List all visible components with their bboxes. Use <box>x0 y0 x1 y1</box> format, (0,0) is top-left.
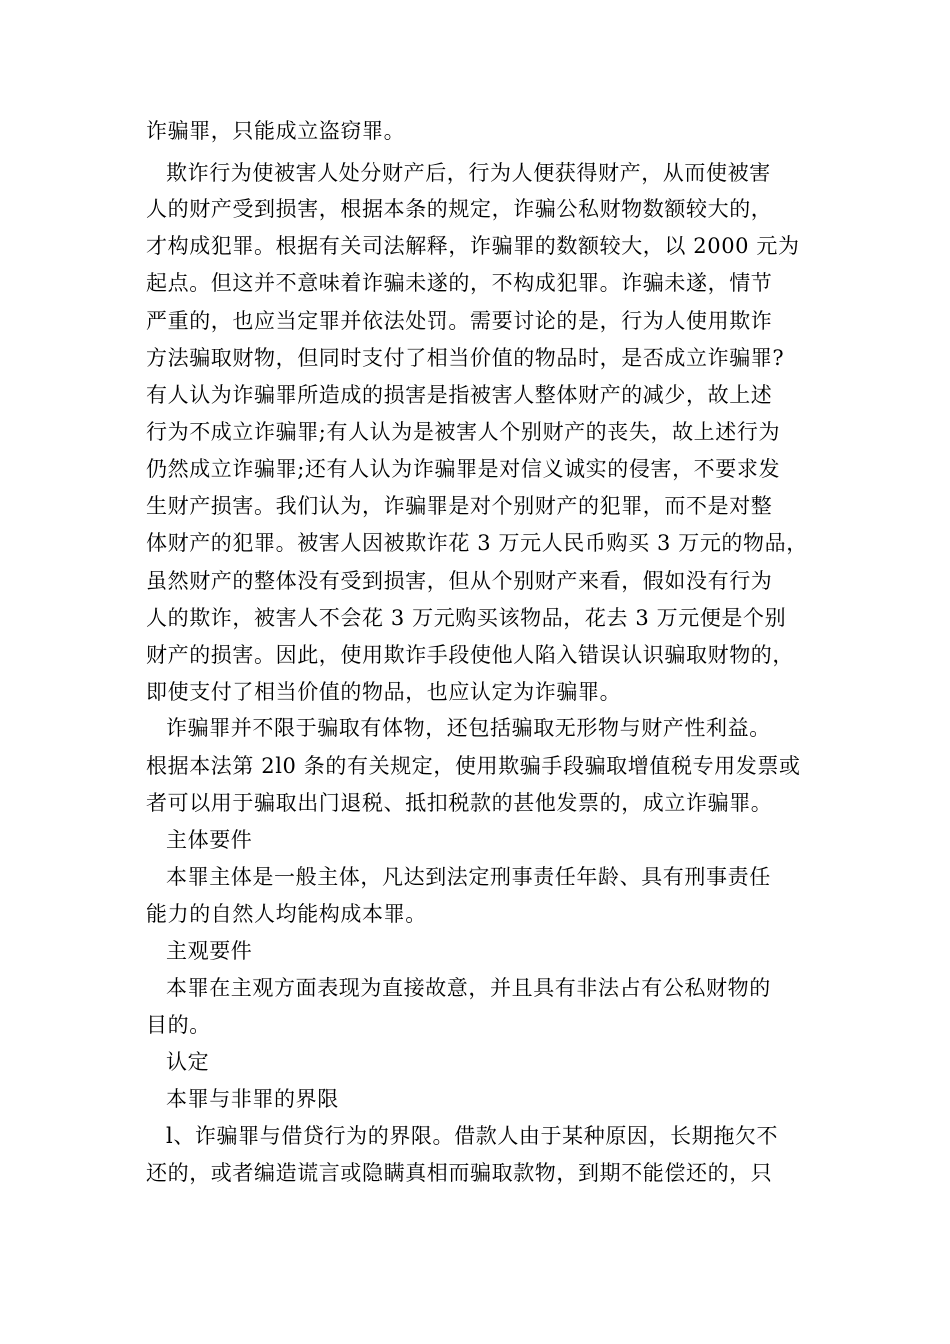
text-line: 体财产的犯罪。被害人因被欺诈花 3 万元人民币购买 3 万元的物品， <box>146 531 808 555</box>
section-heading: 认定 <box>166 1050 210 1074</box>
text-line: 还的，或者编造谎言或隐瞒真相而骗取款物，到期不能偿还的，只 <box>146 1161 773 1185</box>
text-line: 行为不成立诈骗罪;有人认为是被害人个别财产的丧失，故上述行为 <box>146 420 781 444</box>
section-heading: 主观要件 <box>166 939 253 963</box>
text-line: 起点。但这并不意味着诈骗未遂的，不构成犯罪。诈骗未遂，情节 <box>146 271 773 295</box>
text-line: 目的。 <box>146 1013 211 1037</box>
text-line: 者可以用于骗取出门退税、抵扣税款的甚他发票的，成立诈骗罪。 <box>146 791 773 815</box>
text-line: 人的财产受到损害，根据本条的规定，诈骗公私财物数额较大的， <box>146 197 773 221</box>
text-line: 仍然成立诈骗罪;还有人认为诈骗罪是对信义诚实的侵害，不要求发 <box>146 457 781 481</box>
text-line: 才构成犯罪。根据有关司法解释，诈骗罪的数额较大，以 2000 元为 <box>146 234 800 258</box>
text-line: 本罪在主观方面表现为直接故意，并且具有非法占有公私财物的 <box>166 976 771 1000</box>
text-line: 财产的损害。因此，使用欺诈手段使他人陷入错误认识骗取财物的， <box>146 643 794 667</box>
section-heading: 本罪与非罪的界限 <box>166 1087 339 1111</box>
section-heading: 主体要件 <box>166 828 253 852</box>
text-line: l、诈骗罪与借贷行为的界限。借款人由于某种原因，长期拖欠不 <box>166 1124 779 1148</box>
text-line: 有人认为诈骗罪所造成的损害是指被害人整体财产的减少，故上述 <box>146 383 773 407</box>
text-line: 生财产损害。我们认为，诈骗罪是对个别财产的犯罪，而不是对整 <box>146 494 773 518</box>
text-line: 即使支付了相当价值的物品，也应认定为诈骗罪。 <box>146 680 622 704</box>
text-line: 诈骗罪并不限于骗取有体物，还包括骗取无形物与财产性利益。 <box>166 716 771 740</box>
text-line: 严重的，也应当定罪并依法处罚。需要讨论的是，行为人使用欺诈 <box>146 309 773 333</box>
text-line: 人的欺诈，被害人不会花 3 万元购买该物品，花去 3 万元便是个别 <box>146 606 787 630</box>
text-line: 方法骗取财物，但同时支付了相当价值的物品时，是否成立诈骗罪? <box>146 346 785 370</box>
text-line: 虽然财产的整体没有受到损害，但从个别财产来看，假如没有行为 <box>146 569 773 593</box>
text-line: 欺诈行为使被害人处分财产后，行为人便获得财产，从而使被害 <box>166 161 771 185</box>
text-line: 根据本法第 2l0 条的有关规定，使用欺骗手段骗取增值税专用发票或 <box>146 754 801 778</box>
text-line: 能力的自然人均能构成本罪。 <box>146 902 427 926</box>
text-line: 诈骗罪，只能成立盗窃罪。 <box>146 119 406 143</box>
text-line: 本罪主体是一般主体，凡达到法定刑事责任年龄、具有刑事责任 <box>166 865 771 889</box>
